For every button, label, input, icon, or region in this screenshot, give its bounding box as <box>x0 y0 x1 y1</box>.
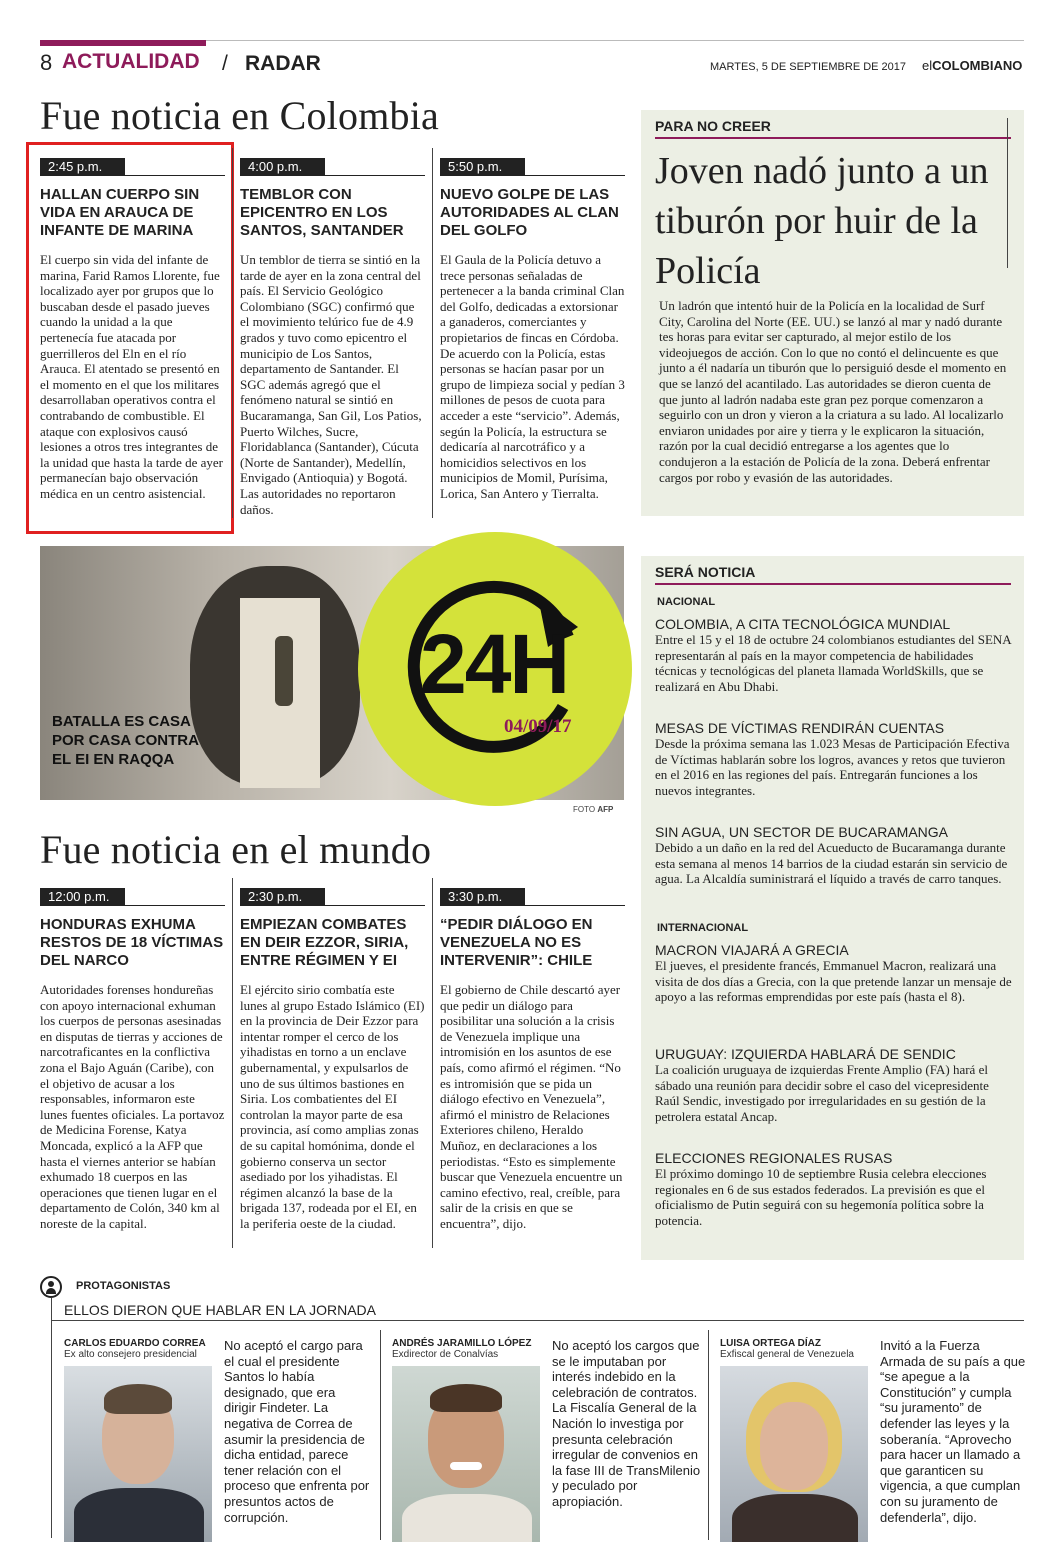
article-body: El gobierno de Chile descartó ayer que pedir un diálogo para posibilitar una solución a la crisis de Venezuela implique una intromisión en los asuntos de ese país, como afirmó el régimen. “No es intromisión que se pida un diálogo efectivo en Venezuela”, afirmó el ministro de Relaciones Exteriores chileno, Heraldo Muñoz, en declaraciones a los periodistas. “Esto es simplemente buscar que Venezuela encuentre un camino efectivo, real, creíble, para salir de la crisis en que se encuentra”, dijo. <box>440 982 623 1231</box>
panel-divider <box>1007 118 1008 268</box>
protagonistas-divider <box>52 1320 1024 1321</box>
item-title: ELECCIONES REGIONALES RUSAS <box>655 1150 893 1166</box>
label-rule <box>655 583 1011 585</box>
mundo-item-2 <box>240 888 425 1232</box>
section-slash: / <box>222 52 228 75</box>
item-title: COLOMBIA, A CITA TECNOLÓGICA MUNDIAL <box>655 616 951 632</box>
article-body: El ejército sirio combatía este lunes al grupo Estado Islámico (EI) en la provincia de Deir Ezzor para intentar romper el cerco de los yihadistas en torno a un enclave gubernamental, y expulsarlos de uno de sus últimos bastiones en Siria. Los combatientes del EI controlan la mayor parte de esa provincia, así como amplias zonas de su capital homónima, donde el gobierno conserva un sector asediado por los yihadistas. El régimen alcanzó la base de la brigada 137, rodeada por el EI, en la periferia oeste de la ciudad. <box>240 982 425 1231</box>
protagonist-photo-3 <box>720 1366 868 1542</box>
protagonist-quote-1: No aceptó el cargo para el cual el presidente Santos lo había designado, que era dirigir Findeter. La negativa de Correa de asumir la presidencia de dicha entidad, parece tener relación con el proceso que enfrenta por presuntos actos de corrupción. <box>224 1338 370 1525</box>
photo-caption: BATALLA ES CASA POR CASA CONTRA EL EI EN RAQQA <box>52 713 199 768</box>
time-rule <box>240 175 425 176</box>
column-divider <box>232 148 233 518</box>
column-divider <box>432 878 433 1248</box>
headline: EMPIEZAN COMBATES EN DEIR EZZOR, SIRIA, ENTRE RÉGIMEN Y EI <box>240 916 409 969</box>
protagonist-name: ANDRÉS JARAMILLO LÓPEZ <box>392 1338 532 1349</box>
para-no-creer-label: PARA NO CREER <box>655 118 771 134</box>
column-divider <box>380 1330 381 1540</box>
paper-prefix: el <box>922 58 933 73</box>
headline: “PEDIR DIÁLOGO EN VENEZUELA NO ES INTERVENIR”: CHILE <box>440 916 593 969</box>
time-rule <box>40 905 225 906</box>
protagonist-photo-1 <box>64 1366 212 1542</box>
item-body: El jueves, el presidente francés, Emmanuel Macron, realizará una visita de dos días a Grecia, con la que pretende lanzar un mensaje de apoyo a las reformas emprendidas por este país (hasta el 8). <box>655 958 1012 1005</box>
top-accent <box>40 40 206 46</box>
nacional-label: NACIONAL <box>657 596 716 608</box>
mundo-title: Fue noticia en el mundo <box>40 827 432 872</box>
protagonist-role: Exfiscal general de Venezuela <box>720 1349 854 1360</box>
time-rule <box>240 905 425 906</box>
mundo-item-1 <box>40 888 225 1232</box>
protagonist-quote-3: Invitó a la Fuerza Armada de su país a que “se apegue a la Constitución” y cumpla “su juramento” de defender las leyes y la soberanía. “Aprovecho para hacer un llamado a que garanticen su vigencia, a que cumplan con su juramento de defenderla”, dijo. <box>880 1338 1026 1525</box>
para-no-creer-body: Un ladrón que intentó huir de la Policía en la localidad de Surf City, Carolina del Norte (EE. UU.) se lanzó al mar y nadó durante tes horas para evitar ser capturado, al mejor estilo de los videojuegos de acción. Con lo que no contó el delincuente es que junto a él nadaría un tiburón que lo persiguió desde el momento en que se lanzó del acantilado. Las autoridades se dieron cuenta de que junto al ladrón nadaba este gran pez porque comenzaron a seguirlo con un dron y vieron a la criatura a su lado. Al localizarlo enviaron unidades por aire y tierra y le explicaron la situación, razón por la cual decidió entregarse a los agentes que lo condujeron a la estación de Policía de la zona. Deberá enfrentar cargos por robo y evasión de las autoridades. <box>659 298 1007 485</box>
headline: NUEVO GOLPE DE LAS AUTORIDADES AL CLAN DEL GOLFO <box>440 186 619 239</box>
colombia-title: Fue noticia en Colombia <box>40 93 439 138</box>
para-no-creer-panel <box>641 110 1024 516</box>
colombia-item-3 <box>440 158 625 502</box>
time-tag: 5:50 p.m. <box>440 158 525 175</box>
paper-logo <box>922 58 1022 73</box>
protagonist-name: LUISA ORTEGA DÍAZ <box>720 1338 821 1349</box>
item-body: Desde la próxima semana las 1.023 Mesas de Participación Efectiva de Víctimas hablarán sobre los logros, avances y retos que tuvieron en el 2016 en las regiones del país. Entregarán funciones a los nuevos integrantes. <box>655 736 1010 798</box>
para-no-creer-title: Joven nadó junto a un tiburón por huir de la Policía <box>655 150 989 292</box>
sera-noticia-label: SERÁ NOTICIA <box>655 564 756 580</box>
internacional-item-3 <box>655 1150 1015 1228</box>
time-rule <box>40 175 225 176</box>
colombia-item-2 <box>240 158 425 517</box>
nacional-item-3 <box>655 824 1015 887</box>
internacional-item-2 <box>655 1046 1015 1124</box>
protagonist-1 <box>64 1338 214 1360</box>
protagonistas-label: PROTAGONISTAS <box>76 1280 171 1292</box>
photo-credit <box>573 805 613 814</box>
article-body: Autoridades forenses hondureñas con apoyo internacional exhuman los cuerpos de personas asesinadas en disputas de tierras y acciones de narcotraficantes en la conflictiva zona el Bajo Aguán (Caribe), con el objetivo de acusar a los responsables, informaron este lunes fuentes oficiales. La portavoz de Medicina Forense, Katya Moncada, explicó a la AFP que hasta el viernes anterior se habían exhumado 18 cuerpos en las operaciones que tienen lugar en el departamento de Colón, 340 km al noreste de la capital. <box>40 982 225 1231</box>
column-divider <box>232 878 233 1248</box>
time-rule <box>440 175 625 176</box>
protagonistas-rule <box>51 1298 52 1538</box>
photo-soldier <box>275 636 293 706</box>
section-name: ACTUALIDAD <box>62 50 200 73</box>
column-divider <box>432 148 433 518</box>
protagonist-role: Ex alto consejero presidencial <box>64 1349 197 1360</box>
item-body: El próximo domingo 10 de septiembre Rusia celebra elecciones regionales en 6 de sus estados federados. La previsión es que el oficialismo de Putin seguirá con su hegemonía política sobre la potencia. <box>655 1166 987 1228</box>
colombia-item-1 <box>40 158 225 502</box>
item-body: La coalición uruguaya de izquierdas Frente Amplio (FA) hará el sábado una reunión para decidir sobre el caso del vicepresidente Raúl Sendic, investigado por irregularidades en su gestión de la petrolera estatal Ancap. <box>655 1062 989 1124</box>
mundo-item-3 <box>440 888 625 1232</box>
item-title: MESAS DE VÍCTIMAS RENDIRÁN CUENTAS <box>655 720 945 736</box>
issue-date: MARTES, 5 DE SEPTIEMBRE DE 2017 <box>710 61 907 73</box>
column-divider <box>708 1330 709 1540</box>
protagonist-3 <box>720 1338 870 1360</box>
protagonist-2 <box>392 1338 542 1360</box>
page-number: 8 <box>40 50 53 75</box>
credit-name: AFP <box>597 805 614 814</box>
time-tag: 2:30 p.m. <box>240 888 325 905</box>
article-body: El cuerpo sin vida del infante de marina, Farid Ramos Llorente, fue localizado ayer por grupos que lo buscaban desde el pasado jueves cuando la unidad a la que pertenecía fue atacada por guerrilleros del Eln en el río Arauca. El atentado se presentó en el momento en el que los militares desarrollaban operativos contra el contrabando de combustible. El ataque con explosivos causó lesiones a otros tres integrantes de la unidad que hasta la tarde de ayer permanecían bajo observación médica en un centro asistencial. <box>40 252 223 501</box>
protagonist-name: CARLOS EDUARDO CORREA <box>64 1338 206 1349</box>
person-icon <box>40 1276 62 1298</box>
item-title: URUGUAY: IZQUIERDA HABLARÁ DE SENDIC <box>655 1046 956 1062</box>
24h-badge <box>358 532 632 806</box>
time-tag: 3:30 p.m. <box>440 888 525 905</box>
subsection-name: RADAR <box>245 52 321 75</box>
time-rule <box>440 905 625 906</box>
time-tag: 2:45 p.m. <box>40 158 125 175</box>
protagonistas-subtitle: ELLOS DIERON QUE HABLAR EN LA JORNADA <box>64 1302 376 1318</box>
internacional-item-1 <box>655 942 1015 1005</box>
nacional-item-1 <box>655 616 1015 694</box>
item-body: Debido a un daño en la red del Acueducto de Bucaramanga durante esta semana al menos 14 barrios de la ciudad estarán sin servicio de agua. La Alcaldía suministrará el líquido a través de carro tanques. <box>655 840 1008 887</box>
item-title: SIN AGUA, UN SECTOR DE BUCARAMANGA <box>655 824 949 840</box>
article-body: El Gaula de la Policía detuvo a trece personas señaladas de pertenecer a la banda criminal Clan del Golfo, dedicadas a extorsionar a ganaderos, comerciantes y propietarios de fincas en Córdoba. De acuerdo con la Policía, estas personas se hacían pasar por un grupo de limpieza social y pedían 3 millones de pesos de cuota para acceder a este “servicio”. Además, según la Policía, la estructura se dedicaría al narcotráfico y a homicidios selectivos en los municipios de Momil, Purísima, Lorica, San Antero y Tierralta. <box>440 252 625 501</box>
time-tag: 12:00 p.m. <box>40 888 125 905</box>
credit-prefix: FOTO <box>573 805 596 814</box>
item-title: MACRON VIAJARÁ A GRECIA <box>655 942 849 958</box>
headline: HALLAN CUERPO SIN VIDA EN ARAUCA DE INFANTE DE MARINA <box>40 186 200 239</box>
nacional-item-2 <box>655 720 1015 798</box>
sera-noticia-panel <box>641 556 1024 1260</box>
internacional-label: INTERNACIONAL <box>657 922 749 934</box>
paper-name: COLOMBIANO <box>932 58 1023 73</box>
time-tag: 4:00 p.m. <box>240 158 325 175</box>
headline: TEMBLOR CON EPICENTRO EN LOS SANTOS, SANTANDER <box>240 186 404 239</box>
protagonist-quote-2: No aceptó los cargos que se le imputaban por interés indebido en la celebración de contratos. La Fiscalía General de la Nación lo investiga por presunta celebración irregular de convenios en la fase III de TransMilenio y peculado por apropiación. <box>552 1338 701 1509</box>
item-body: Entre el 15 y el 18 de octubre 24 colombianos estudiantes del SENA representarán al país en la mayor competencia de habilidades técnicas y tecnológicas del planeta llamada WorldSkills, que se realizará en Abu Dhabi. <box>655 632 1011 694</box>
article-body: Un temblor de tierra se sintió en la tarde de ayer en la zona central del país. El Servicio Geológico Colombiano (SGC) confirmó que el movimiento telúrico fue de 4.9 grados y tuvo como epicentro el municipio de Los Santos, departamento de Santander. El SGC además agregó que el fenómeno natural se sintió en Bucaramanga, San Gil, Los Patios, Puerto Wilches, Sucre, Floridablanca (Santander), Cúcuta (Norte de Santander), Medellín, Envigado (Antioquia) y Bogotá. Las autoridades no reportaron daños. <box>240 252 422 517</box>
protagonist-role: Exdirector de Conalvías <box>392 1349 499 1360</box>
badge-date: 04/09/17 <box>504 716 572 737</box>
label-rule <box>655 137 1011 139</box>
protagonist-photo-2 <box>392 1366 540 1542</box>
badge-24h: 24H <box>420 617 569 711</box>
headline: HONDURAS EXHUMA RESTOS DE 18 VÍCTIMAS DEL NARCO <box>40 916 224 969</box>
